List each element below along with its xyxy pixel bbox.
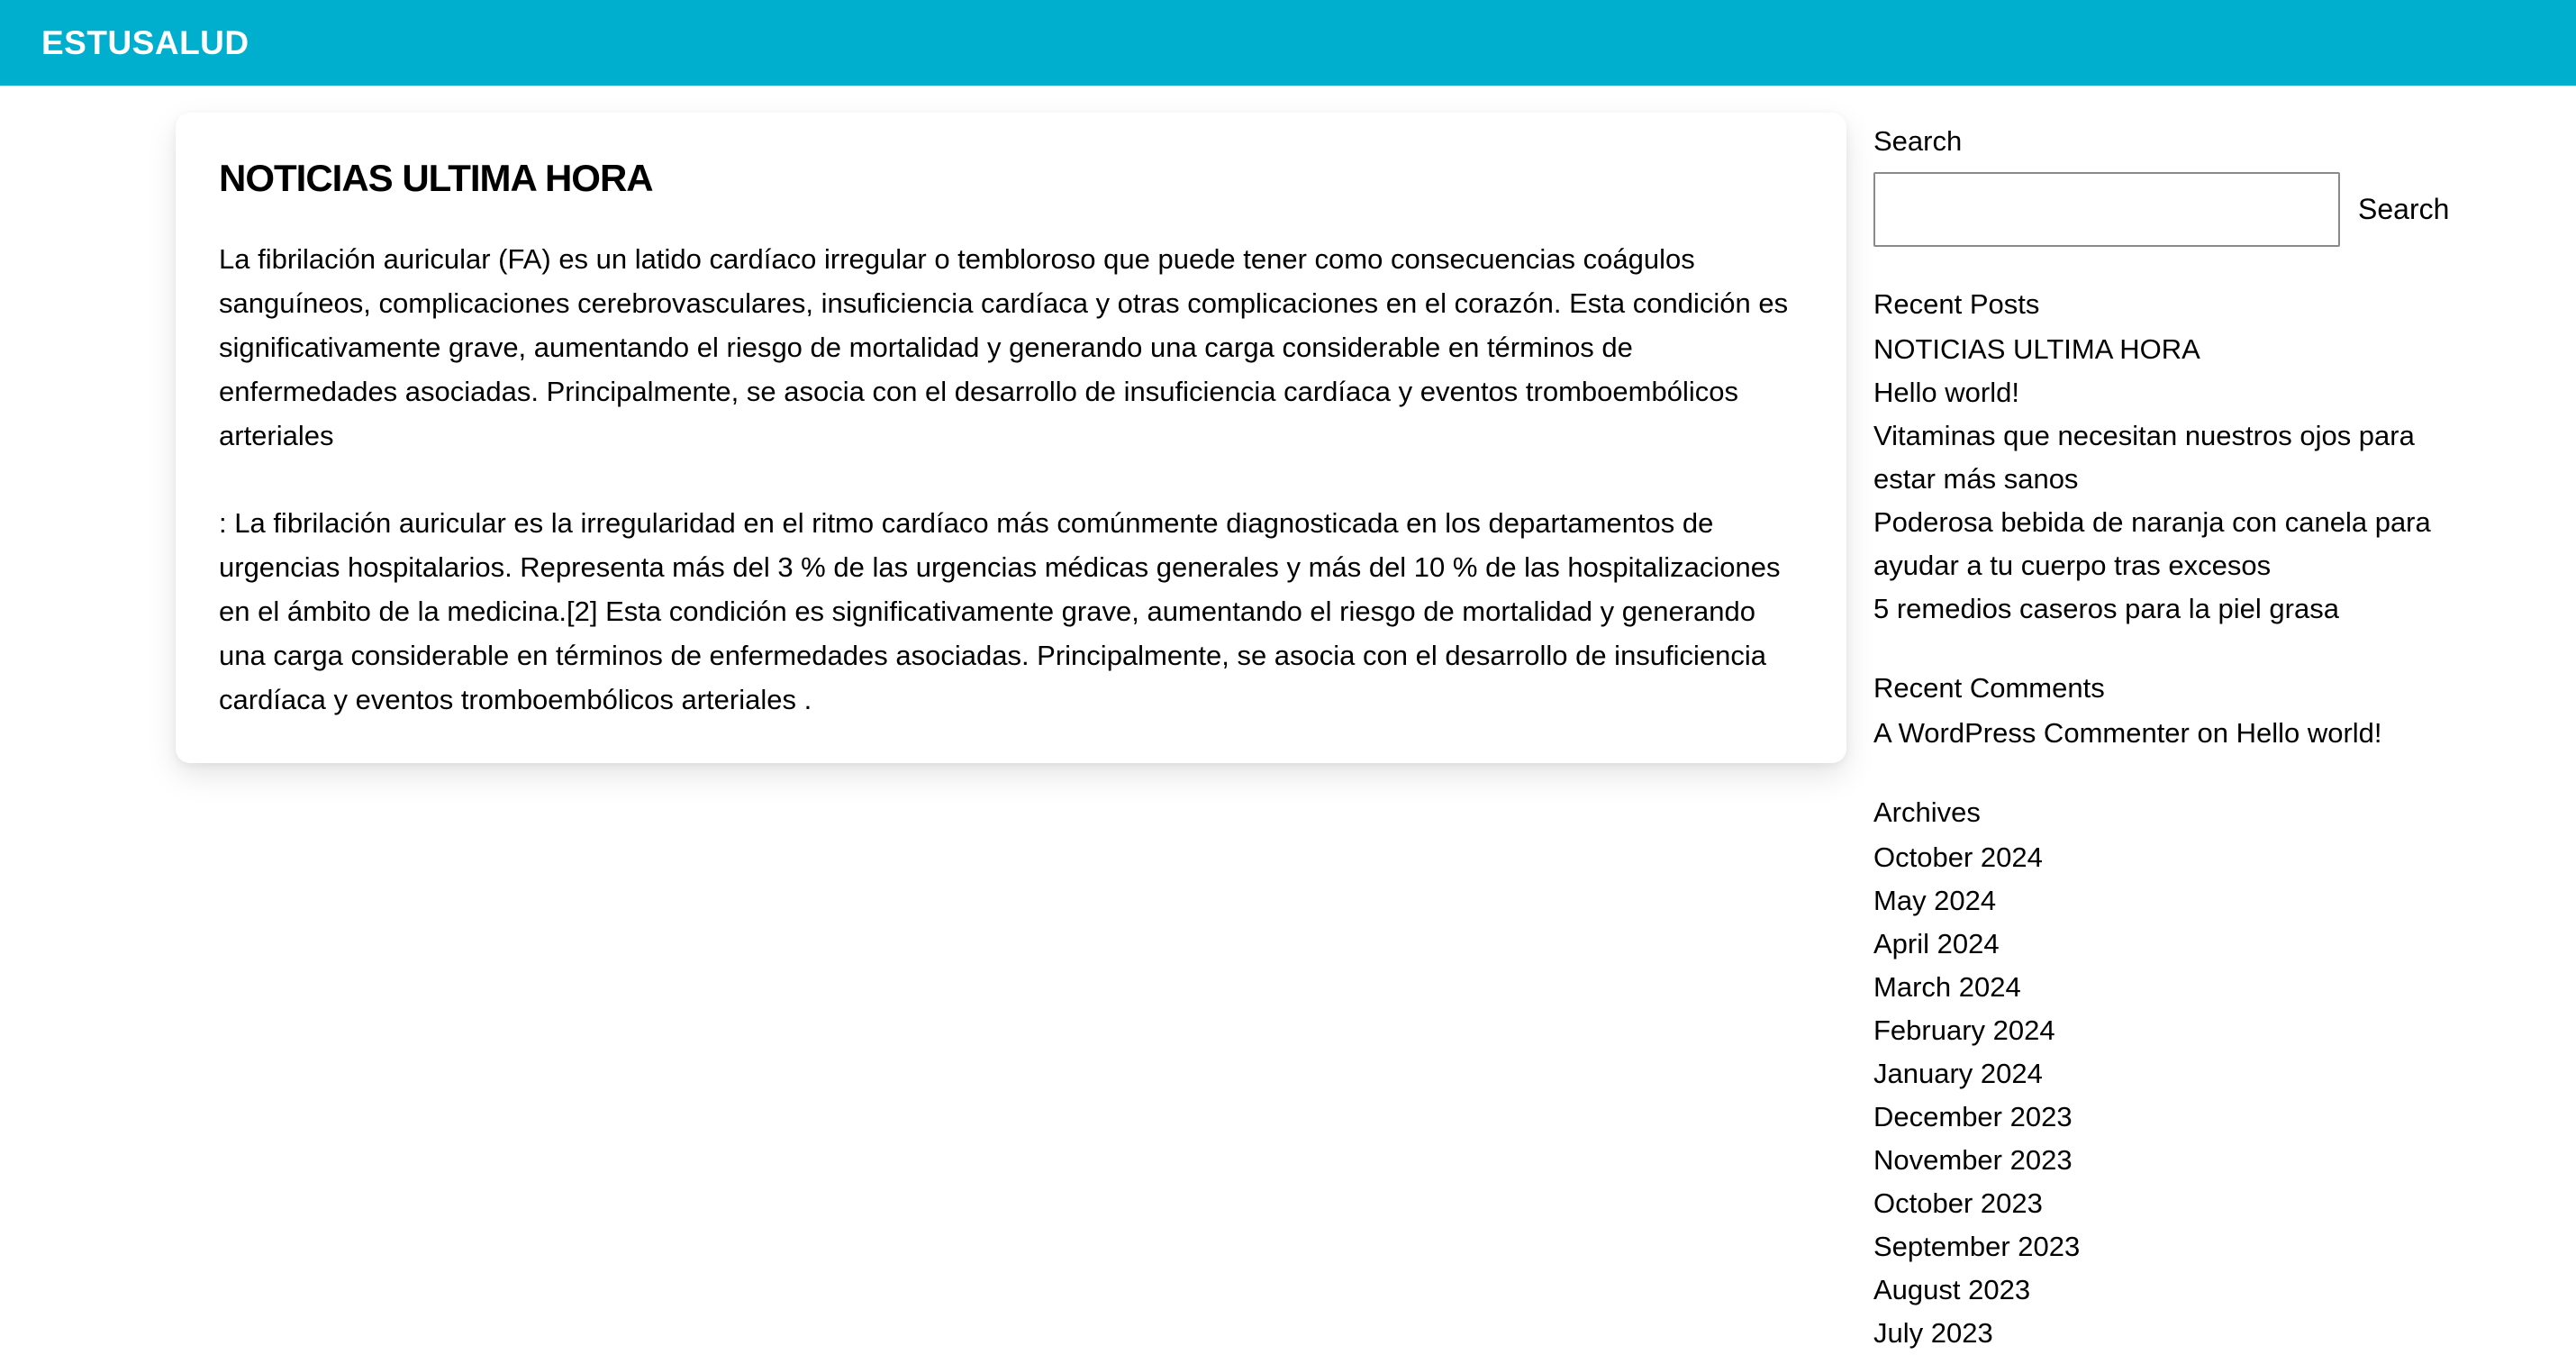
- archive-link[interactable]: April 2024: [1873, 928, 2000, 959]
- archive-link[interactable]: November 2023: [1873, 1144, 2073, 1176]
- search-button[interactable]: Search: [2358, 193, 2450, 225]
- archive-link[interactable]: March 2024: [1873, 971, 2021, 1003]
- recent-post-link[interactable]: Hello world!: [1873, 377, 2019, 408]
- archive-link[interactable]: July 2023: [1873, 1317, 1993, 1349]
- recent-posts-heading: Recent Posts: [1873, 288, 2040, 320]
- site-header: [0, 0, 2576, 86]
- recent-comments-heading: Recent Comments: [1873, 672, 2105, 704]
- archive-link[interactable]: January 2024: [1873, 1058, 2043, 1089]
- archive-link[interactable]: May 2024: [1873, 885, 1997, 916]
- archive-link[interactable]: August 2023: [1873, 1274, 2031, 1305]
- recent-post-link[interactable]: Poderosa bebida de naranja con canela para ayudar a tu cuerpo tras excesos: [1873, 506, 2431, 581]
- recent-posts-list: [1873, 328, 2479, 631]
- recent-post-link[interactable]: NOTICIAS ULTIMA HORA: [1873, 333, 2200, 365]
- search-label: Search: [1873, 125, 1963, 157]
- archive-link[interactable]: October 2023: [1873, 1187, 2043, 1219]
- archive-link[interactable]: December 2023: [1873, 1101, 2073, 1132]
- recent-comments-list: [1873, 712, 2479, 755]
- recent-post-link[interactable]: 5 remedios caseros para la piel grasa: [1873, 593, 2339, 624]
- article-body: [219, 237, 1801, 722]
- recent-comments-widget: [1873, 667, 2479, 755]
- article-paragraph: La fibrilación auricular (FA) es un latido cardíaco irregular o tembloroso que puede tener como consecuencias coágulos sanguíneos, complicaciones cerebrovasculares, insuficiencia cardíaca y otras complicaciones en el corazón. Esta condición es significativamente grave, aumentando el riesgo de mortalidad y generando una carga considerable en términos de enfermedades asociadas. Principalmente, se asocia con el desarrollo de insuficiencia cardíaca y eventos tromboembólicos arteriales: [219, 243, 1789, 451]
- article-title: NOTICIAS ULTIMA HORA: [219, 157, 653, 199]
- archive-link[interactable]: February 2024: [1873, 1014, 2055, 1046]
- search-widget: [1873, 120, 2479, 247]
- article-card: [176, 113, 1846, 763]
- page-body: [0, 86, 2576, 1355]
- archives-heading: Archives: [1873, 796, 1981, 828]
- recent-post-link[interactable]: Vitaminas que necesitan nuestros ojos para estar más sanos: [1873, 420, 2415, 495]
- search-input[interactable]: [1873, 172, 2340, 247]
- recent-comment-link[interactable]: A WordPress Commenter on Hello world!: [1873, 717, 2382, 749]
- archives-widget: [1873, 791, 2479, 1355]
- archive-link[interactable]: October 2024: [1873, 841, 2043, 873]
- recent-posts-widget: [1873, 283, 2479, 631]
- archives-list: [1873, 836, 2479, 1355]
- archive-link[interactable]: September 2023: [1873, 1231, 2081, 1262]
- article-paragraph: : La fibrilación auricular es la irregularidad en el ritmo cardíaco más comúnmente diagnosticada en los departamentos de urgencias hospitalarios. Representa más del 3 % de las urgencias médicas generales y más del 10 % de las hospitalizaciones en el ámbito de la medicina.[2] Esta condición es significativamente grave, aumentando el riesgo de mortalidad y generando una carga considerable en términos de enfermedades asociadas. Principalmente, se asocia con el desarrollo de insuficiencia cardíaca y eventos tromboembólicos arteriales .: [219, 507, 1781, 715]
- site-title-link[interactable]: ESTUSALUD: [41, 23, 249, 61]
- search-row: [1873, 172, 2479, 247]
- sidebar: [1873, 113, 2479, 1355]
